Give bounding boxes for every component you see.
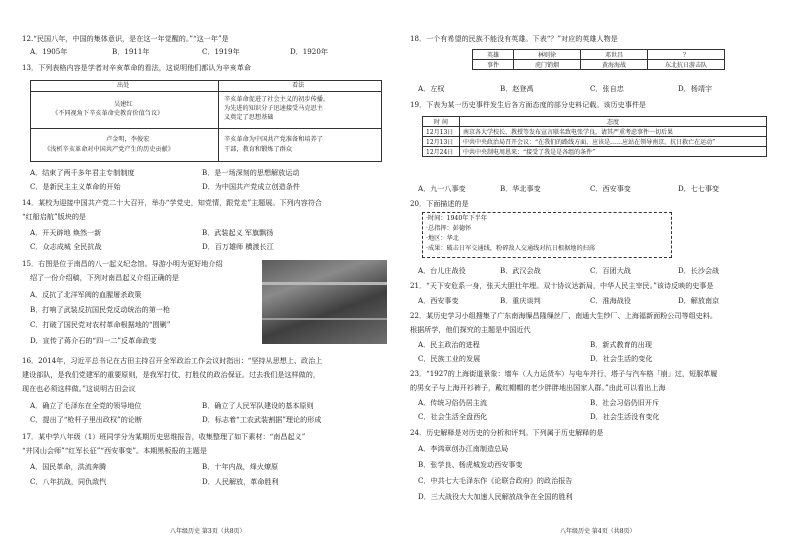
q21-option-a: A．西安事变: [418, 296, 459, 305]
q20-stem: 20．下面描述的是: [410, 199, 469, 208]
left-page-footer: 八年级历史 第3页（共8页）: [170, 528, 246, 535]
q13-option-d: D．为中国共产党成立创造条件: [202, 182, 300, 191]
q13-table-rule: [30, 91, 382, 92]
q20-option-b: B．武汉会战: [500, 266, 541, 275]
q19-header-time: 时 间: [423, 117, 460, 127]
q22-stem-2: 根据所学，他们探究的主题是中国近代: [410, 325, 531, 334]
q15-option-b: B．打响了武装反抗国民党反动统治的第一枪: [30, 305, 170, 314]
q21-stem: 21．“天下安危系一身，张天大胆壮年埋。双十协议达新局，中华人民主宰民。”该诗反映的史事是: [410, 281, 714, 290]
q17-option-a: A．国民革命，洪流奔腾: [30, 462, 107, 471]
q14-stem-2: “红船启航”版块的是: [22, 212, 87, 221]
q13-option-a: A．结束了两千多年君主专制制度: [30, 168, 135, 177]
q13-header-view: 看法: [292, 82, 305, 89]
q17-option-d: D．人民解放，革命胜利: [202, 477, 279, 486]
q19-date: 12月13日: [423, 127, 460, 137]
q15-option-d: D．宣传了蒋介石的“四一二”反革命政变: [30, 336, 157, 345]
q18-cell: ？: [648, 50, 725, 60]
q19-row: [423, 147, 767, 157]
q14-option-a: A．开天辟地 焕然一新: [30, 228, 102, 237]
q18-cell: 虎门销烟: [514, 60, 581, 70]
q23-stem-2: 的男女子与上海开衫裤子，戴红帽帽的老少胖胖地出国家人群。”由此可以看出上海: [410, 383, 666, 392]
q23-stem-1: 23．“1927的上海街道景象：墙车（人力运货车）与电车并行，塔子与汽车格「崩」过，短服革履: [410, 369, 718, 378]
q22-option-c: C．民族工业的发展: [418, 354, 481, 363]
q14-stem-1: 14．某校为迎接中国共产党二十大召开，举办“学党史，知党情，跟党走”主题展。下列内容符合: [22, 198, 323, 207]
q18-option-d: D．杨靖宇: [678, 84, 713, 93]
q13-row1-author: 吴建红: [114, 101, 133, 108]
q19-header-attitude: 态度: [460, 117, 767, 127]
q18-option-b: B．赵登禹: [500, 84, 534, 93]
q18-cell: 林则徐: [514, 50, 581, 60]
q20-info-line: ·总指挥：彭德怀: [426, 225, 472, 232]
q24-option-c: C．中共七大毛泽东作《论联合政府》的政治报告: [418, 476, 573, 485]
q19-option-a: A．九一八事变: [418, 184, 466, 193]
q13-table-divider: [218, 80, 219, 162]
q13-row1-view-3: 义奠定了思想基础: [224, 114, 274, 121]
q13-row2-view-1: 辛亥革命为中国共产党准备和培养了: [224, 136, 323, 143]
q19-option-c: C．西安事变: [590, 184, 631, 193]
q13-row2-title: 《浅析辛亥革命对中国共产党产生的历史贡献》: [44, 146, 174, 153]
q19-date: 12月24日: [423, 147, 460, 157]
q23-option-c: C．社会生活全盘西化: [418, 412, 488, 421]
q13-row2-author: 卢金明，李俊宏: [106, 136, 150, 143]
q13-row1-view-1: 辛亥革命促进了社会主义的初步传播，: [224, 96, 330, 103]
q19-option-b: B．华北事变: [500, 184, 541, 193]
q20-option-a: A．台儿庄战役: [418, 266, 466, 275]
q14-option-c: C．众志成城 全民抗战: [30, 242, 102, 251]
q16-stem-3: 现在也必须这样做。”这说明古田会议: [22, 384, 136, 393]
q13-table-row-rule: [30, 128, 382, 129]
q17-stem-2: “井冈山会师”“红军长征”“西安事变”。本期黑板报的主题是: [22, 446, 207, 455]
q13-row2-view-2: 干部，教育和锻炼了群众: [224, 146, 293, 153]
q22-stem-1: 22．某历史学习小组搜集了广东南海缫昌隆缫丝厂、南通大生纱厂、上海福新面粉公司等组史料。: [410, 311, 717, 320]
q19-option-d: D．七七事变: [678, 184, 720, 193]
left-column: [22, 0, 392, 538]
q15-option-c: C．打破了国民党对农村革命根据地的“围剿”: [30, 320, 171, 329]
q19-row: [423, 127, 767, 137]
q19-stem: 19．下表为某一历史事件发生后各方面态度的部分史料记载。该历史事件是: [410, 100, 647, 109]
q18-cell: 邓世昌: [581, 50, 648, 60]
photo-floor-line: [262, 318, 387, 320]
q21-option-b: B．重庆谈判: [500, 296, 541, 305]
q18-cell: 东北抗日游击队: [648, 60, 725, 70]
q13-option-c: C．是新民主主义革命的开始: [30, 182, 121, 191]
q13-row1-view-2: 为先进的知识分子迅速接受马克思主: [224, 105, 323, 112]
q13-header-source: 出处: [117, 82, 130, 89]
q18-cell: 英雄: [473, 50, 514, 60]
q17-option-c: C．八年抗战，同仇敌忾: [30, 477, 107, 486]
q12-option-b: B．1911年: [112, 47, 150, 56]
q13-stem: 13．下列表格内容是学者对辛亥革命的看法，这说明他们都认为辛亥革命: [22, 63, 251, 72]
q12-option-d: D．1920年: [290, 47, 328, 56]
q17-stem-1: 17．某中学八年级（1）班同学分为某期历史思维报告，收集整理了如下素材：“南昌起义”: [22, 432, 306, 441]
photo-roof-beam: [262, 282, 387, 285]
q20-option-c: C．百团大战: [590, 266, 631, 275]
q20-option-d: D．长沙会战: [678, 266, 720, 275]
q14-option-b: B．武装起义 军旗飘扬: [202, 228, 274, 237]
q13-option-b: B．是一场深刻的思想解放运动: [202, 168, 300, 177]
q23-option-a: A．传统习俗仍居主流: [418, 398, 487, 407]
q23-option-d: D．社会生活没有变化: [590, 412, 660, 421]
q17-option-b: B．十年内战，烽火燎原: [202, 462, 279, 471]
q21-option-c: C．淮海战役: [590, 296, 631, 305]
q19-row: [423, 137, 767, 147]
right-page-footer: 八年级历史 第4页（共8页）: [560, 528, 636, 535]
q20-info-line: ·地区：华北: [426, 235, 459, 242]
q18-row-heroes: [473, 50, 725, 60]
q14-option-d: D．百万雄师 横渡长江: [202, 242, 274, 251]
q16-stem-2: 建设部队，是我们党建军的重要原则，是我军打仗、打胜仗的政治保证。过去我们是这样做的，: [22, 370, 320, 379]
q19-attitude: 中共中央制电周恩来：“接受了我是是各组的条件”: [460, 147, 767, 157]
q19-attitude: 中共中央政治局召开会议：“在我们的路线方面，应该是……应站在领导南京，抗日救亡在运动”: [460, 137, 767, 147]
q16-option-d: D．标志着“工农武装割据”理论的形成: [202, 415, 322, 424]
q20-info-line: ·成果：破击日军交通线，粉碎敌人交通线对抗日根据地的扫荡: [426, 245, 596, 252]
q18-row-events: [473, 60, 725, 70]
q24-option-d: D．三大战役大大加速人民解放战争在全国的胜利: [418, 492, 573, 501]
q22-option-d: D．社会生活的变化: [590, 354, 653, 363]
q13-row1-title: 《不同视角下辛亥革命史教育价值刍议》: [52, 110, 164, 117]
q19-attitude: 南京各大学校长、教授等发布宣言联名致电张学良，请其严重考虑事件一切后果: [460, 127, 767, 137]
q21-option-d: D．解放南京: [678, 296, 720, 305]
q18-stem: 18．一个有希望的民族不能没有英雄。下表“？”对应的英雄人物是: [410, 34, 618, 43]
q22-option-b: B．新式教育的出现: [590, 340, 652, 349]
q22-option-a: A．民主政治的进程: [418, 340, 480, 349]
q23-option-b: B．社会习俗仍旧开斥: [590, 398, 660, 407]
q18-option-a: A．左权: [418, 84, 445, 93]
q18-table: [472, 49, 725, 70]
q16-option-c: C．提出了“枪杆子里出政权”的论断: [30, 415, 142, 424]
q24-stem: 24．历史解释是对历史的分析和评判。下列属于历史解释的是: [410, 428, 604, 437]
q19-table: [422, 116, 767, 157]
q20-info-line: ·时间：1940年下半年: [426, 215, 488, 222]
q12-option-a: A．1905年: [30, 47, 68, 56]
q16-stem-1: 16．2014年，习近平总书记在古田主持召开全军政治工作会议时指出：“坚持从思想上、政治上: [22, 356, 323, 365]
q15-stem-1: 15．右图是位于南昌的八一起义纪念馆。导游小明为更好地介绍: [22, 259, 223, 268]
q24-option-a: A．李鸿章创办江南制造总局: [418, 444, 509, 453]
q18-cell: 事件: [473, 60, 514, 70]
q18-cell: 黄海海战: [581, 60, 648, 70]
q12-stem: 12.“民国八年，中国的集体意识，是在这一年觉醒的。”“这一年”是: [22, 34, 229, 43]
q12-option-c: C．1919年: [202, 47, 240, 56]
q15-option-a: A．反抗了北洋军阀的血腥屠杀政策: [30, 290, 142, 299]
q24-option-b: B．张学良、杨虎城发动西安事变: [418, 460, 523, 469]
q16-option-b: B．确立了人民军队建设的基本原则: [202, 401, 314, 410]
right-column: [410, 0, 780, 538]
q16-option-a: A．确立了毛泽东在全党的领导地位: [30, 401, 142, 410]
q15-stem-2: 绍了一份介绍稿，下列对南昌起义介绍正确的是: [30, 273, 179, 282]
memorial-hall-photo: [262, 260, 387, 344]
q19-date: 12月13日: [423, 137, 460, 147]
q19-header-row: [423, 117, 767, 127]
q18-option-c: C．张自忠: [590, 84, 624, 93]
